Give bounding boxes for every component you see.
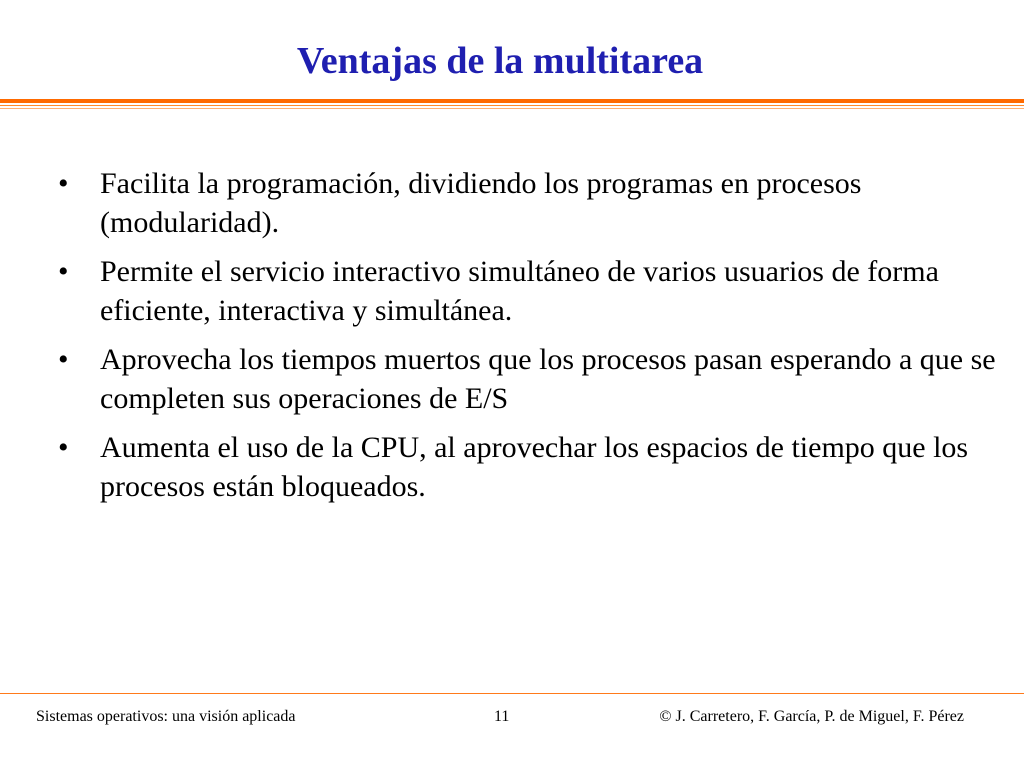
footer-book-title: Sistemas operativos: una visión aplicada xyxy=(36,708,296,725)
title-underline-thin-1 xyxy=(0,105,1024,106)
bullet-item xyxy=(58,428,998,506)
bullet-item xyxy=(58,340,998,418)
slide-title: Ventajas de la multitarea xyxy=(296,40,704,82)
title-underline-thin-2 xyxy=(0,108,1024,109)
bullet-text: Aprovecha los tiempos muertos que los procesos pasan esperando a que se completen sus operaciones de E/S xyxy=(100,343,996,415)
bullet-marker: • xyxy=(58,255,69,288)
bullet-marker: • xyxy=(58,167,69,200)
bullet-text: Permite el servicio interactivo simultáneo de varios usuarios de forma eficiente, interactiva y simultánea. xyxy=(100,255,939,327)
footer-copyright: © J. Carretero, F. García, P. de Miguel, F. Pérez xyxy=(659,708,964,725)
bullet-marker: • xyxy=(58,431,69,464)
bullet-list xyxy=(58,164,998,516)
bullet-marker: • xyxy=(58,343,69,376)
title-underline-thick xyxy=(0,99,1024,103)
footer-divider xyxy=(0,693,1024,694)
bullet-text: Aumenta el uso de la CPU, al aprovechar los espacios de tiempo que los procesos están bloqueados. xyxy=(100,431,969,503)
footer-page-number: 11 xyxy=(494,708,510,725)
bullet-item xyxy=(58,164,998,242)
bullet-text: Facilita la programación, dividiendo los programas en procesos (modularidad). xyxy=(100,167,862,239)
bullet-item xyxy=(58,252,998,330)
title-underline xyxy=(0,99,1024,109)
